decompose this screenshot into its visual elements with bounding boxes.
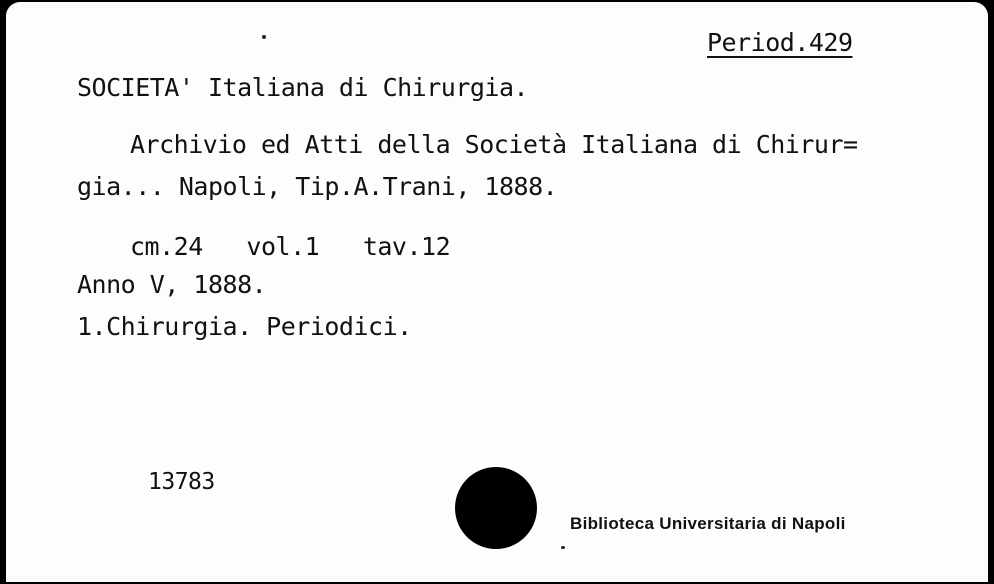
title-line-1: Archivio ed Atti della Società Italiana di Chirur= [130, 130, 858, 159]
title-line-2: gia... Napoli, Tip.A.Trani, 1888. [77, 172, 558, 201]
punch-hole [455, 467, 537, 549]
ink-speck [262, 35, 266, 39]
ink-speck [561, 546, 565, 549]
library-stamp: Biblioteca Universitaria di Napoli [570, 514, 846, 533]
shelfmark: Period.429 [707, 28, 853, 57]
subject-heading: 1.Chirurgia. Periodici. [77, 312, 412, 341]
collation-line: cm.24 vol.1 tav.12 [130, 232, 451, 261]
accession-number: 13783 [148, 469, 215, 495]
year-note: Anno V, 1888. [77, 270, 267, 299]
catalog-card [6, 2, 988, 582]
main-heading: SOCIETA' Italiana di Chirurgia. [77, 73, 529, 102]
